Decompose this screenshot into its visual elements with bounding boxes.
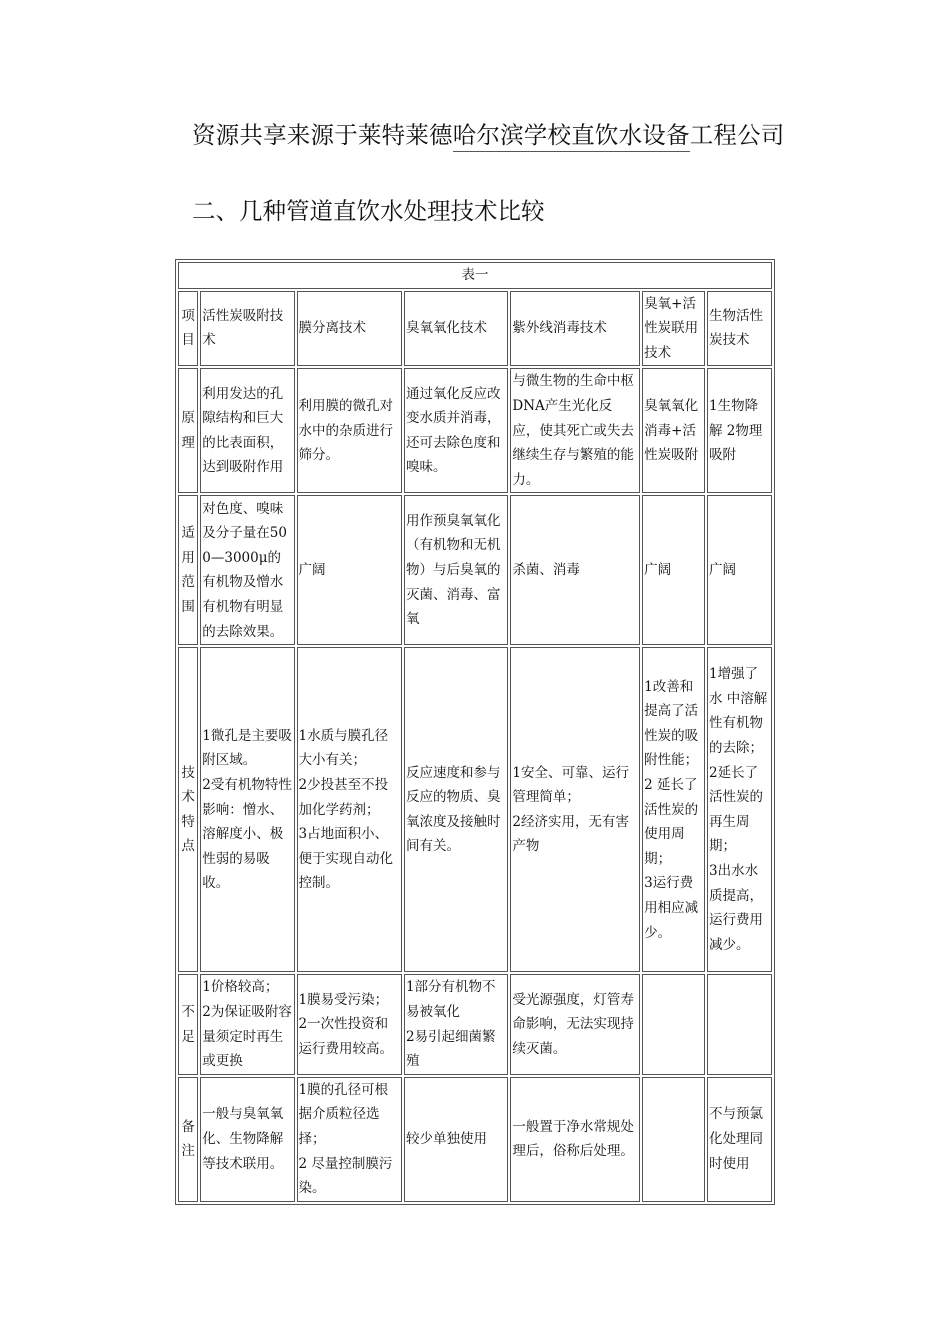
table-cell: 反应速度和参与反应的物质、臭氧浓度及接触时间有关。 — [404, 647, 508, 972]
table-caption-row — [178, 262, 772, 289]
document-title — [192, 116, 785, 150]
row-label: 备注 — [178, 1077, 198, 1202]
table-row — [178, 1077, 772, 1202]
table-cell: 广阔 — [707, 495, 772, 645]
header-cell: 臭氧+活性炭联用技术 — [642, 291, 705, 367]
table-cell: 1安全、可靠、运行管理简单； 2经济实用，无有害产物 — [510, 647, 640, 972]
table-row — [178, 647, 772, 972]
table-cell: 1生物降解 2物理吸附 — [707, 368, 772, 493]
header-cell: 活性炭吸附技术 — [200, 291, 294, 367]
table-cell: 用作预臭氧氧化（有机物和无机物）与后臭氧的灭菌、消毒、富氧 — [404, 495, 508, 645]
table-cell: 广阔 — [642, 495, 705, 645]
header-cell: 膜分离技术 — [297, 291, 402, 367]
table-cell: 1水质与膜孔径大小有关； 2少投甚至不投加化学药剂； 3占地面积小、便于实现自动化控制。 — [297, 647, 402, 972]
table-cell: 1部分有机物不易被氧化 2易引起细菌繁殖 — [404, 974, 508, 1074]
row-label: 技术特点 — [178, 647, 198, 972]
row-label: 适用范围 — [178, 495, 198, 645]
comparison-table — [175, 259, 775, 1205]
title-link[interactable]: 哈尔滨学校直饮水设备 — [453, 121, 690, 152]
table-cell: 对色度、嗅味及分子量在500—3000μ的有机物及憎水有机物有明显的去除效果。 — [200, 495, 294, 645]
table-cell: 一般置于净水常规处理后，俗称后处理。 — [510, 1077, 640, 1202]
table-cell — [642, 974, 705, 1074]
title-prefix: 资源共享来源于莱特莱德 — [192, 121, 453, 149]
table-cell: 受光源强度，灯管寿命影响，无法实现持续灭菌。 — [510, 974, 640, 1074]
table-cell: 较少单独使用 — [404, 1077, 508, 1202]
table-row — [178, 368, 772, 493]
title-suffix: 工程公司 — [689, 121, 785, 149]
table-cell: 不与预氯化处理同时使用 — [707, 1077, 772, 1202]
row-label: 原理 — [178, 368, 198, 493]
table-cell: 1膜易受污染； 2一次性投资和运行费用较高。 — [297, 974, 402, 1074]
table-cell: 1膜的孔径可根据介质粒径选择； 2 尽量控制膜污染。 — [297, 1077, 402, 1202]
header-cell: 生物活性炭技术 — [707, 291, 772, 367]
table-row — [178, 495, 772, 645]
table-cell: 1增强了水 中溶解性有机物的去除； 2延长了活性炭的再生周期； 3出水水质提高，运行费用减少。 — [707, 647, 772, 972]
table-cell: 1价格较高； 2为保证吸附容量须定时再生或更换 — [200, 974, 294, 1074]
table-caption: 表一 — [178, 262, 772, 289]
header-cell: 臭氧氧化技术 — [404, 291, 508, 367]
section-heading: 二、几种管道直饮水处理技术比较 — [192, 197, 545, 225]
table-cell: 利用发达的孔隙结构和巨大的比表面积，达到吸附作用 — [200, 368, 294, 493]
table-cell — [707, 974, 772, 1074]
row-label: 不足 — [178, 974, 198, 1074]
table-cell: 1微孔是主要吸附区域。 2受有机物特性影响：憎水、溶解度小、极性弱的易吸收。 — [200, 647, 294, 972]
table-cell: 广阔 — [297, 495, 402, 645]
header-item: 项目 — [178, 291, 198, 367]
table-cell: 与微生物的生命中枢DNA产生光化反应，使其死亡或失去继续生存与繁殖的能力。 — [510, 368, 640, 493]
table-cell: 利用膜的微孔对水中的杂质进行筛分。 — [297, 368, 402, 493]
table-row — [178, 974, 772, 1074]
table-cell: 1改善和提高了活性炭的吸附性能； 2 延长了活性炭的使用周期； 3运行费用相应减少。 — [642, 647, 705, 972]
table-cell: 杀菌、消毒 — [510, 495, 640, 645]
table-cell: 一般与臭氧氧化、生物降解等技术联用。 — [200, 1077, 294, 1202]
table-cell: 通过氧化反应改变水质并消毒，还可去除色度和嗅味。 — [404, 368, 508, 493]
table-header-row — [178, 291, 772, 367]
header-cell: 紫外线消毒技术 — [510, 291, 640, 367]
table-cell: 臭氧氧化消毒+活性炭吸附 — [642, 368, 705, 493]
table-cell — [642, 1077, 705, 1202]
